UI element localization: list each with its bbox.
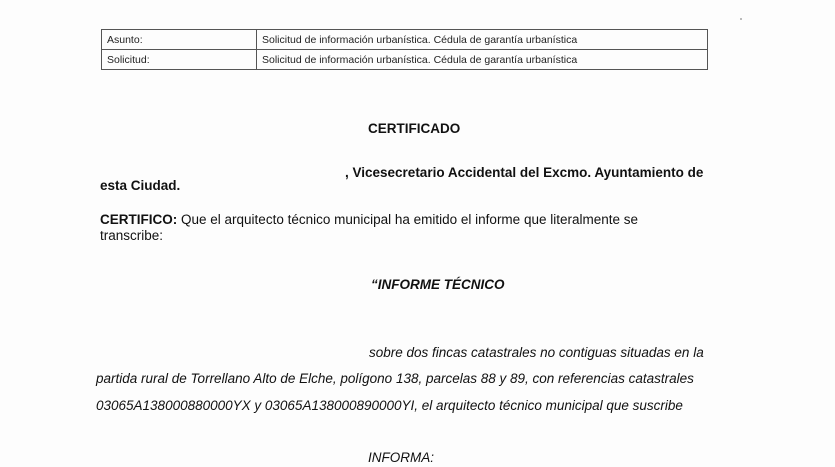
header-table xyxy=(101,29,708,70)
asunto-value: Solicitud de información urbanística. Cédula de garantía urbanística xyxy=(257,30,708,50)
report-line-3: 03065A138000880000YX y 03065A138000890000YI, el arquitecto técnico municipal que suscribe xyxy=(96,398,683,413)
report-title: “INFORME TÉCNICO xyxy=(371,277,505,292)
officer-line-1: , Vicesecretario Accidental del Excmo. Ayuntamiento de xyxy=(345,165,704,180)
table-row xyxy=(102,50,708,70)
solicitud-label: Solicitud: xyxy=(102,50,257,70)
certificate-title: CERTIFICADO xyxy=(368,121,461,136)
officer-line-2: esta Ciudad. xyxy=(100,178,181,193)
scan-speck xyxy=(740,18,742,20)
asunto-label: Asunto: xyxy=(102,30,257,50)
certifico-line-1 xyxy=(100,211,705,228)
certifico-text: Que el arquitecto técnico municipal ha emitido el informe que literalmente se xyxy=(181,212,639,227)
table-row xyxy=(102,30,708,50)
report-line-1: sobre dos fincas catastrales no contiguas situadas en la xyxy=(369,345,704,360)
certifico-label: CERTIFICO: xyxy=(100,212,178,227)
certifico-line-2: transcribe: xyxy=(100,228,164,243)
report-line-2: partida rural de Torrellano Alto de Elche, polígono 138, parcelas 88 y 89, con referencias catastrales xyxy=(96,371,694,386)
solicitud-value: Solicitud de información urbanística. Cédula de garantía urbanística xyxy=(257,50,708,70)
informa-heading: INFORMA: xyxy=(368,450,434,465)
